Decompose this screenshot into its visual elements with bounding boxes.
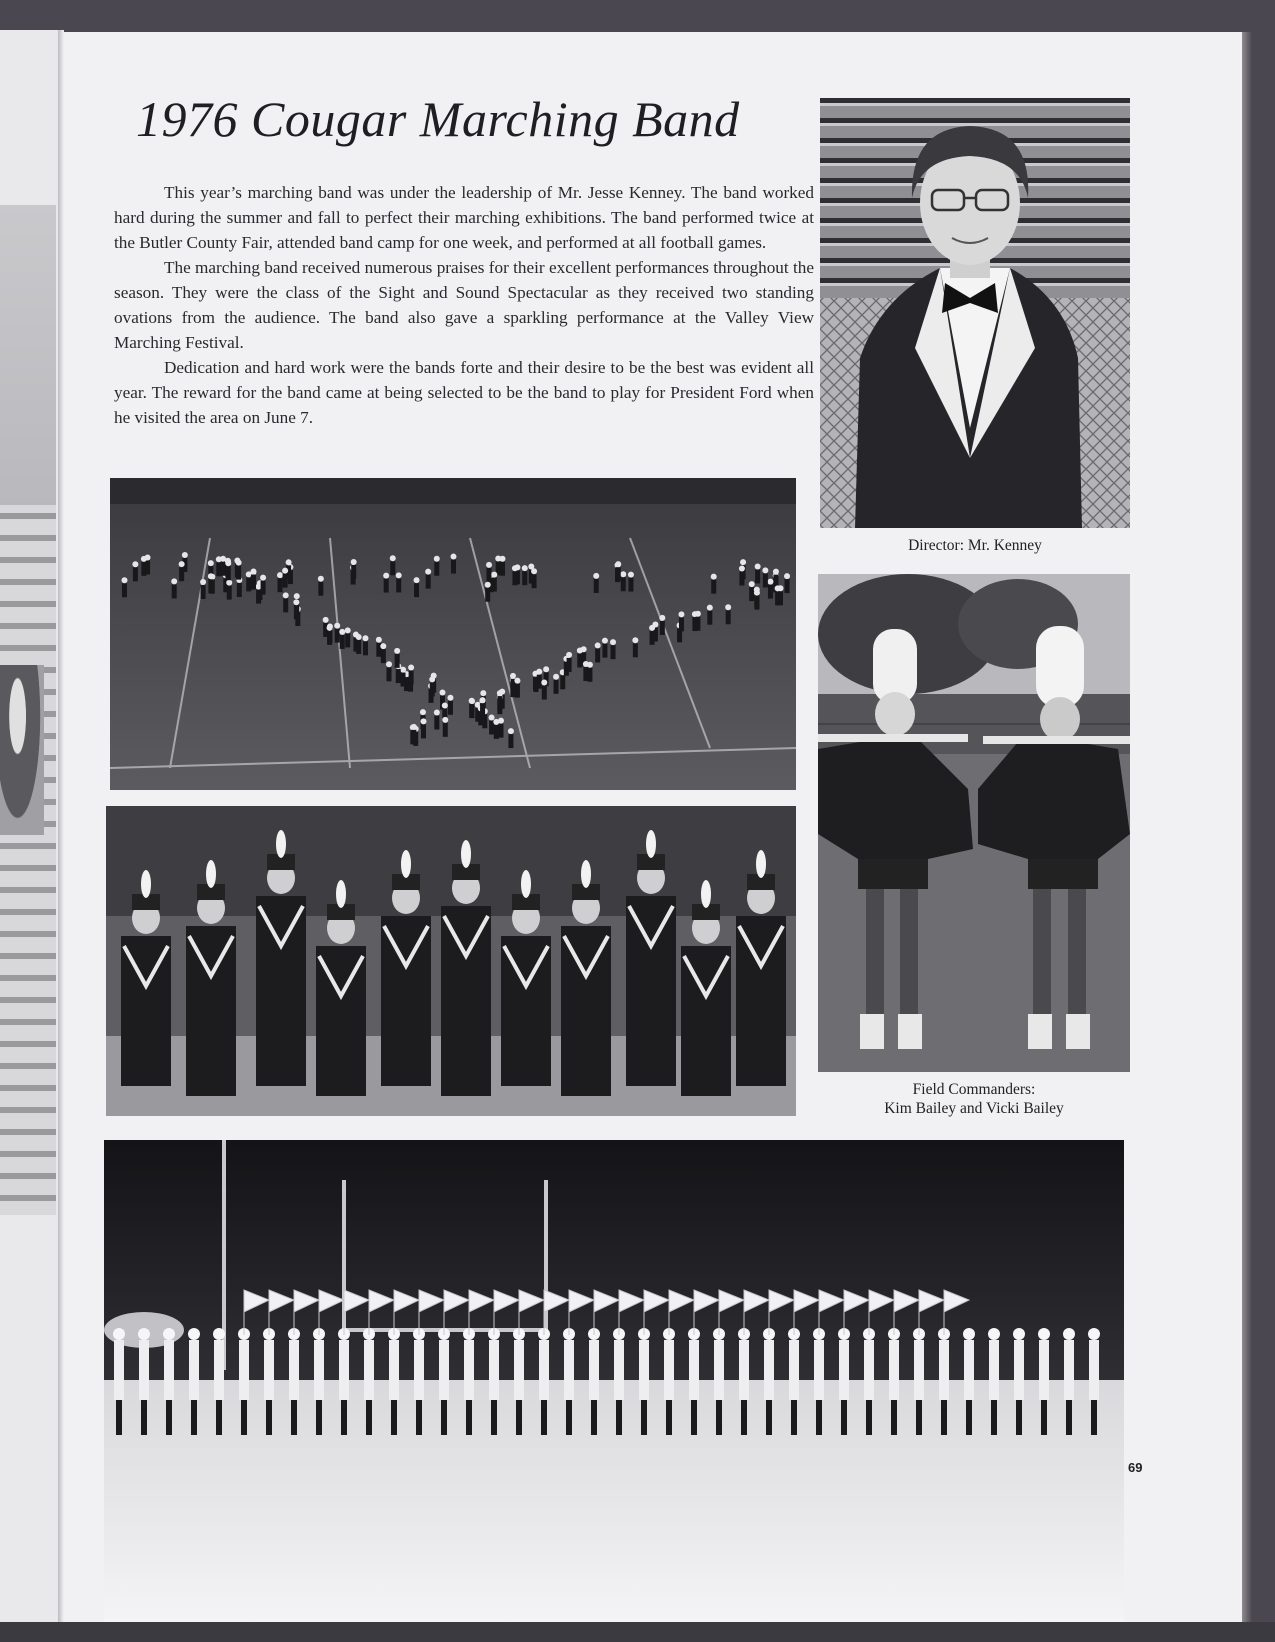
field-commanders-photo — [818, 574, 1130, 1072]
band-night-performance-photo — [104, 1140, 1124, 1622]
director-caption: Director: Mr. Kenney — [908, 537, 1042, 554]
paragraph: This year’s marching band was under the leadership of Mr. Jesse Kenney. The band worked hard during the summer and fall to perfect their marching exhibitions. The band performed twice at the Butler County Fair, attended band camp for one week, and performed at all football games. — [114, 183, 814, 252]
article-body — [114, 180, 814, 430]
band-field-formation-photo — [110, 478, 796, 790]
page-title: 1976 Cougar Marching Band — [136, 91, 740, 147]
paragraph: The marching band received numerous praises for their excellent performances throughout the season. They were the class of the Sight and Sound Spectacular as they received two standing ovations from the audience. The band also gave a sparkling performance at the Valley View Marching Festival. — [114, 258, 814, 352]
caption-line: Kim Bailey and Vicki Bailey — [884, 1100, 1064, 1117]
director-photo — [820, 98, 1130, 528]
field-commanders-caption — [818, 1080, 1130, 1118]
previous-page-photo — [0, 205, 56, 1215]
paragraph: Dedication and hard work were the bands forte and their desire to be the best was evident all year. The reward for the band came at being selected to be the band to play for President Ford when he visited the area on June 7. — [114, 358, 814, 427]
caption-line: Field Commanders: — [912, 1081, 1036, 1098]
band-parade-photo — [106, 806, 796, 1116]
previous-page-edge — [0, 30, 58, 1622]
yearbook-page — [64, 32, 1242, 1622]
page-number: 69 — [1128, 1460, 1143, 1475]
